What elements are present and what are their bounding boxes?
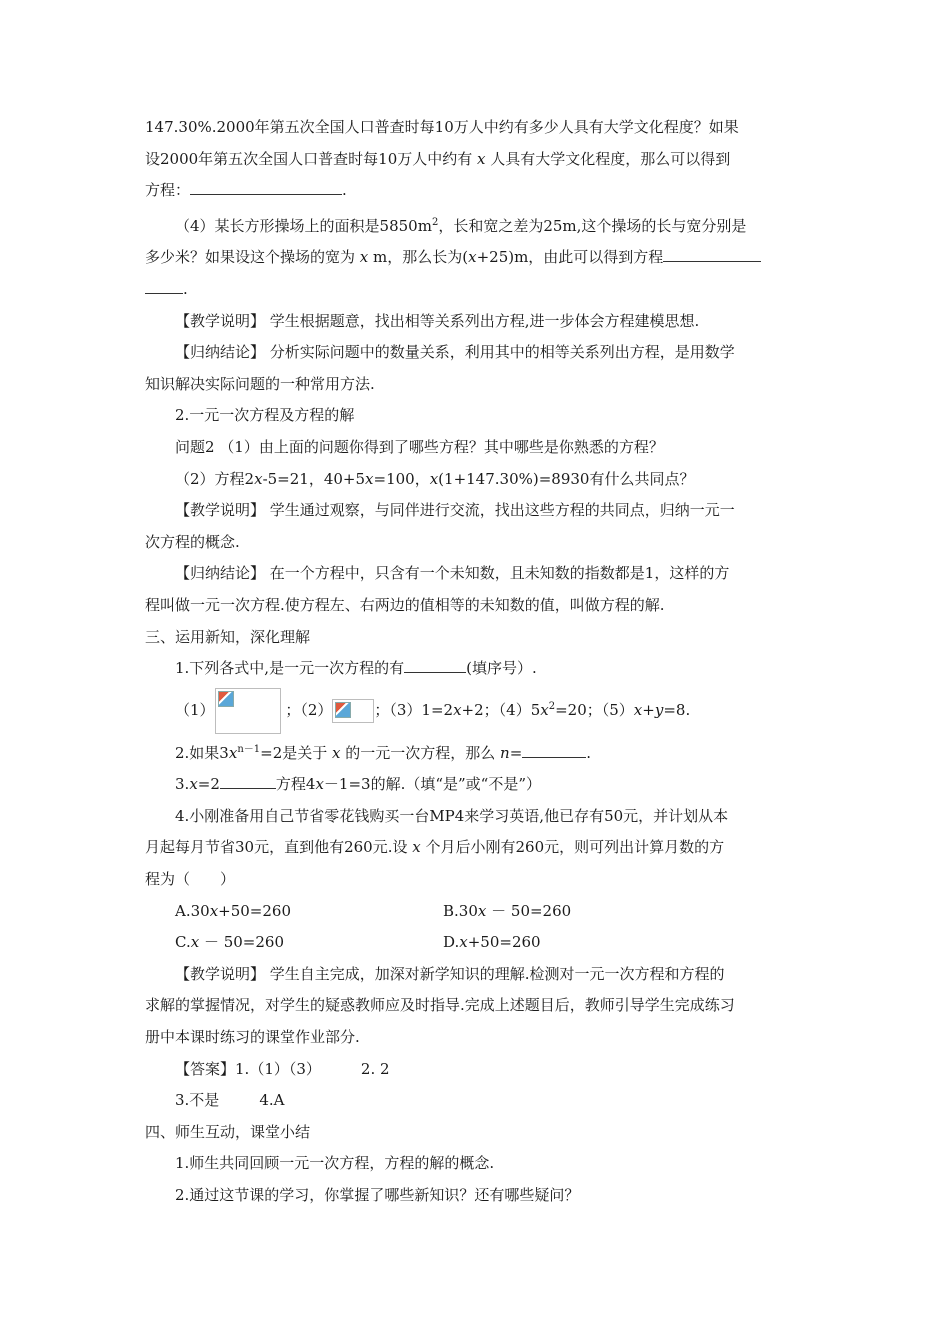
teaching-note-3-line1: 【教学说明】 学生自主完成，加深对新学知识的理解.检测对一元一次方程和方程的 bbox=[175, 964, 725, 983]
paragraph-q4-line1: （4）某长方形操场上的面积是$5850m^2$，长和宽之差为25m,这个操场的长与宽分别是 bbox=[175, 216, 747, 235]
section-heading: 2.一元一次方程及方程的解 bbox=[175, 406, 355, 425]
teaching-note-2-line1: 【教学说明】 学生通过观察，与同伴进行交流，找出这些方程的共同点，归纳一元一 bbox=[175, 501, 735, 520]
conclusion-1-line2: 知识解决实际问题的一种常用方法. bbox=[145, 374, 375, 393]
exercise-2: 2.如果$3x^{n-1}=2$是关于 x 的一元一次方程，那么 n= . bbox=[145, 734, 807, 770]
teaching-note-3-line2: 求解的掌握情况，对学生的疑惑教师应及时指导.完成上述题目后，教师引导学生完成练习 bbox=[145, 996, 735, 1015]
summary-item-2: 2.通过这节课的学习，你掌握了哪些新知识？还有哪些疑问？ bbox=[175, 1186, 580, 1204]
conclusion-2-line1: 【归纳结论】 在一个方程中，只含有一个未知数，且未知数的指数都是1，这样的方 bbox=[175, 564, 730, 583]
answer-blank[interactable] bbox=[522, 740, 586, 758]
options-row-2 bbox=[145, 927, 807, 959]
broken-image-icon bbox=[218, 691, 234, 707]
option-c[interactable]: C.x － 50=260 bbox=[175, 933, 285, 952]
exercise-4-line2: 月起每月节省30元，直到他有260元.设 x 个月后小刚有260元，则可列出计算月数的方 bbox=[145, 838, 725, 857]
paragraph-q4-line3: . bbox=[145, 274, 807, 306]
option-d[interactable]: D.x+50=260 bbox=[443, 933, 541, 952]
exercise-4-line1: 4.小刚准备用自己节省零花钱购买一台MP4来学习英语,他已存有50元，并计划从本 bbox=[175, 806, 729, 825]
answer-blank[interactable] bbox=[404, 655, 466, 673]
options-row-1 bbox=[145, 896, 807, 928]
document-page bbox=[145, 112, 807, 1212]
answer-blank[interactable] bbox=[190, 177, 342, 195]
question-2-part2: （2）方程2x-5=21，40+5x=100，x(1+147.30%)=8930有什么共同点？ bbox=[175, 469, 695, 488]
teaching-note-1: 【教学说明】 学生根据题意，找出相等关系列出方程,进一步体会方程建模思想. bbox=[175, 311, 700, 330]
paragraph-q3-line3: 方程： . bbox=[145, 175, 807, 207]
summary-item-1: 1.师生共同回顾一元一次方程，方程的解的概念. bbox=[175, 1154, 495, 1173]
teaching-note-3-line3: 册中本课时练习的课堂作业部分. bbox=[145, 1028, 360, 1047]
section-heading: 三、运用新知，深化理解 bbox=[145, 627, 311, 646]
exercise-4-line3: 程为（ ） bbox=[145, 870, 236, 889]
paragraph-q4-line2: 多少米？如果设这个操场的宽为 x m，那么长为(x+25)m，由此可以得到方程 bbox=[145, 242, 807, 274]
formula-image-placeholder bbox=[332, 699, 374, 723]
answer-blank[interactable] bbox=[663, 244, 761, 262]
answer-blank[interactable] bbox=[220, 771, 276, 789]
question-2-part1: 问题2 （1）由上面的问题你得到了哪些方程？其中哪些是你熟悉的方程？ bbox=[175, 437, 664, 456]
broken-image-icon bbox=[335, 702, 351, 718]
option-a[interactable]: A.30x+50=260 bbox=[175, 901, 292, 920]
answer-line-2: 3.不是 4.A bbox=[175, 1091, 285, 1110]
formula-image-placeholder bbox=[215, 688, 281, 734]
exercise-1-items: （1） ；（2） ；（3）1=2x+2；$(4)5x^2=20$；（5）x+y=8. bbox=[145, 685, 807, 734]
paragraph-q3-line2: 设2000年第五次全国人口普查时每10万人中约有 x 人具有大学文化程度，那么可以得到 bbox=[145, 149, 731, 168]
paragraph-q3-line1: 147.30%.2000年第五次全国人口普查时每10万人中约有多少人具有大学文化程度？如果 bbox=[145, 118, 739, 136]
conclusion-2-line2: 程叫做一元一次方程.使方程左、右两边的值相等的未知数的值，叫做方程的解. bbox=[145, 595, 665, 614]
answer-line-1: 【答案】1.（1）（3） 2. 2 bbox=[175, 1059, 390, 1078]
teaching-note-2-line2: 次方程的概念. bbox=[145, 532, 240, 551]
conclusion-1-line1: 【归纳结论】 分析实际问题中的数量关系，利用其中的相等关系列出方程，是用数学 bbox=[175, 343, 735, 362]
exercise-1: 1.下列各式中,是一元一次方程的有 (填序号）. bbox=[145, 653, 807, 685]
answer-blank[interactable] bbox=[145, 276, 183, 294]
exercise-3: 3.x=2 方程4x－1=3的解.（填“是”或“不是”） bbox=[145, 769, 807, 801]
section-heading: 四、师生互动，课堂小结 bbox=[145, 1122, 311, 1141]
option-b[interactable]: B.30x － 50=260 bbox=[443, 901, 572, 920]
